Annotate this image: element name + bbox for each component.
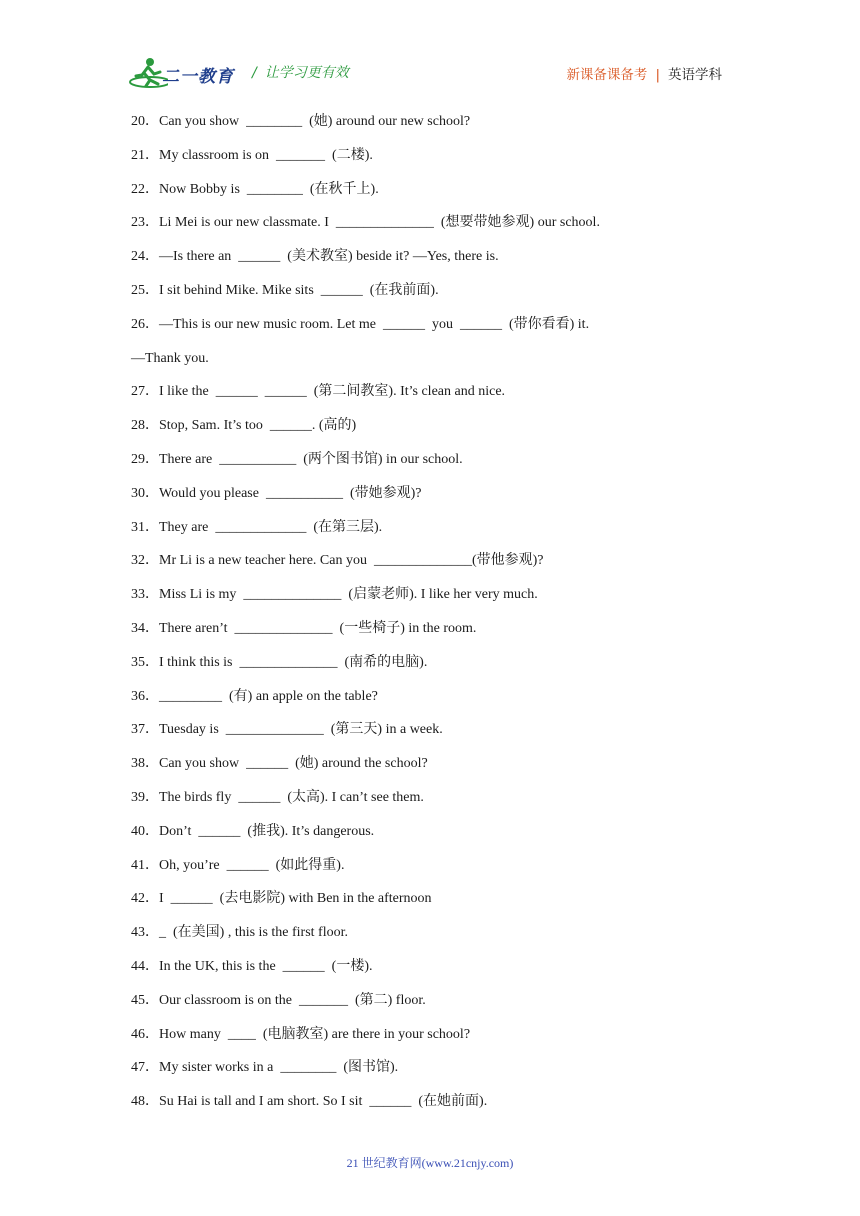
slogan [252, 62, 349, 82]
question-item: 42．I ______ (去电影院) with Ben in the afternoon [131, 891, 432, 907]
question-item: 39．The birds fly ______ (太高). I can’t see them. [131, 789, 424, 805]
question-item: 29．There are ___________ (两个图书馆) in our school. [131, 451, 463, 467]
question-item: 40．Don’t ______ (推我). It’s dangerous. [131, 823, 375, 839]
question-item: 23．Li Mei is our new classmate. I ______________ (想要带她参观) our school. [131, 215, 600, 231]
question-item: 38．Can you show ______ (她) around the school? [131, 756, 428, 772]
page-header [128, 56, 728, 90]
question-item: 41．Oh, you’re ______ (如此得重). [131, 857, 345, 873]
question-item: 34．There aren’t ______________ (一些椅子) in the room. [131, 620, 477, 636]
question-item: 36．_________ (有) an apple on the table? [131, 688, 378, 704]
question-item: 45．Our classroom is on the _______ (第二) floor. [131, 992, 426, 1008]
logo-text: 二一教育 [162, 67, 234, 87]
question-item: 44．In the UK, this is the ______ (一楼). [131, 958, 373, 974]
question-item: —Thank you. [131, 350, 209, 366]
question-item: 24．—Is there an ______ (美术教室) beside it? —Yes, there is. [131, 249, 499, 265]
slogan-text: 让学习更有效 [264, 65, 349, 81]
header-tagline: 新课备课备考 [566, 67, 648, 83]
header-divider: | [655, 67, 660, 83]
question-item: 20．Can you show ________ (她) around our new school? [131, 114, 471, 129]
question-item: 33．Miss Li is my ______________ (启蒙老师). I like her very much. [131, 587, 538, 603]
question-item: 22．Now Bobby is ________ (在秋千上). [131, 181, 379, 197]
question-item: 25．I sit behind Mike. Mike sits ______ (在我前面). [131, 282, 439, 298]
question-list [131, 111, 751, 1125]
logo [128, 56, 240, 90]
question-item: 32．Mr Li is a new teacher here. Can you ______________(带他参观)? [131, 553, 544, 569]
question-item: 47．My sister works in a ________ (图书馆). [131, 1060, 399, 1076]
header-right [566, 63, 722, 83]
question-item: 43．_ (在美国) , this is the first floor. [131, 925, 348, 941]
question-item: 37．Tuesday is ______________ (第三天) in a week. [131, 722, 443, 738]
question-item: 48．Su Hai is tall and I am short. So I sit ______ (在她前面). [131, 1094, 488, 1110]
header-subject: 英语学科 [668, 67, 722, 83]
question-item: 26．—This is our new music room. Let me ______ you ______ (带你看看) it. [131, 316, 590, 332]
question-item: 27．I like the ______ ______ (第二间教室). It’s clean and nice. [131, 384, 506, 400]
question-item: 21．My classroom is on _______ (二楼). [131, 147, 373, 163]
question-item: 31．They are _____________ (在第三层). [131, 519, 383, 535]
question-item: 28．Stop, Sam. It’s too ______. (高的) [131, 418, 357, 434]
question-item: 30．Would you please ___________ (带她参观)? [131, 485, 422, 501]
slogan-divider: / [252, 65, 257, 81]
question-item: 46．How many ____ (电脑教室) are there in your school? [131, 1026, 471, 1042]
page-footer: 21 世纪教育网(www.21cnjy.com) [346, 1156, 514, 1170]
question-item: 35．I think this is ______________ (南希的电脑). [131, 654, 428, 670]
